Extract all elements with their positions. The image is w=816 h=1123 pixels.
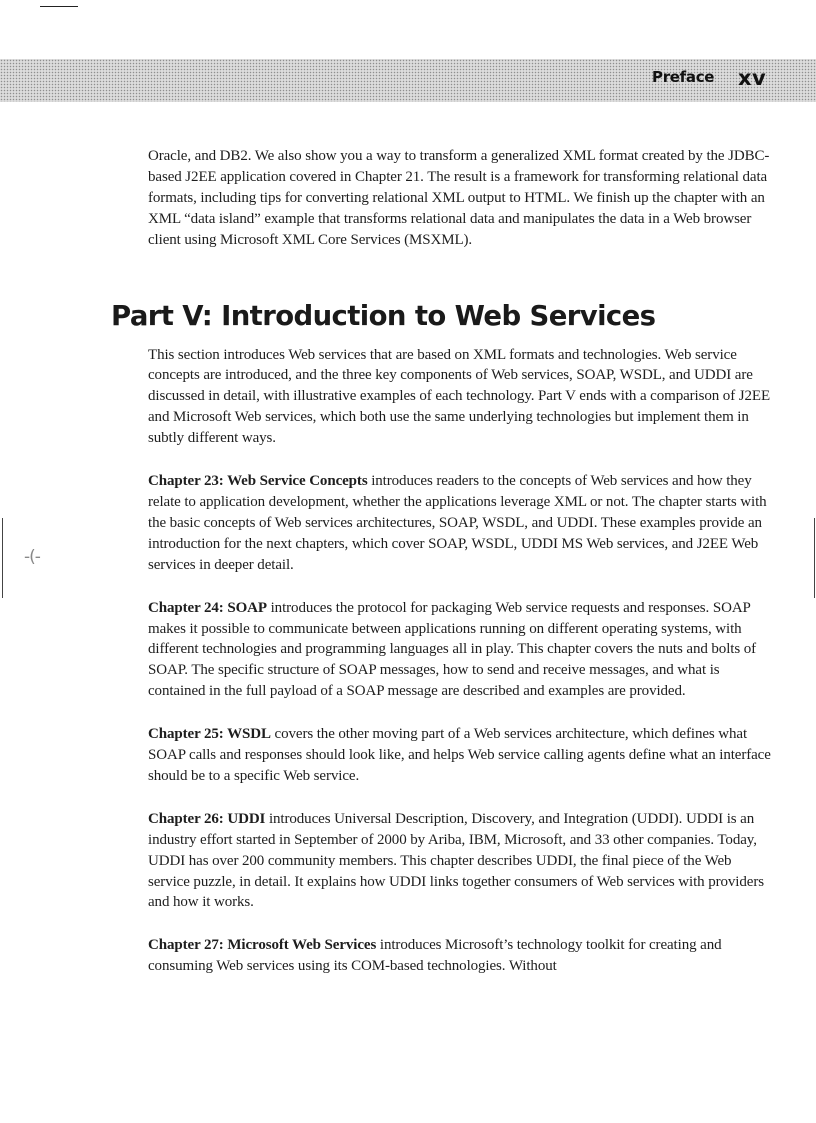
- chapter-description: introduces Microsoft’s technology toolkit for creating and consuming Web services using its COM-based technologies. Without: [148, 937, 722, 975]
- chapter-entry-23: [148, 471, 776, 576]
- chapter-description: introduces readers to the concepts of Web services and how they relate to application development, whether the applications leverage XML or not. The chapter starts with the basic concepts of Web services architectures, SOAP, WSDL, and UDDI. These examples provide an introduction for the next chapters, which cover SOAP, WSDL, UDDI MS Web services, and J2EE Web services in deeper detail.: [148, 473, 767, 573]
- chapter-description: covers the other moving part of a Web services architecture, which defines what SOAP calls and responses should look like, and helps Web service calling agents define what an interface should be to a specific Web service.: [148, 726, 771, 784]
- chapter-description: introduces Universal Description, Discovery, and Integration (UDDI). UDDI is an industry effort started in September of 2000 by Ariba, IBM, Microsoft, and 33 other companies. Today, UDDI has over 200 community members. This chapter describes UDDI, the final piece of the Web service puzzle, in detail. It explains how UDDI links together consumers of Web services with providers and how it works.: [148, 810, 764, 911]
- chapter-title: Chapter 23: Web Service Concepts: [148, 473, 368, 490]
- chapter-entry-26: [148, 809, 776, 914]
- page-number: xv: [738, 66, 767, 90]
- crop-mark: [40, 6, 78, 7]
- chapter-entry-25: [148, 724, 776, 787]
- registration-mark: -(-: [24, 547, 40, 567]
- chapter-title: Chapter 27: Microsoft Web Services: [148, 937, 377, 954]
- chapter-entry-27: [148, 935, 776, 977]
- chapter-description: introduces the protocol for packaging Web service requests and responses. SOAP makes it possible to communicate between applications running on different operating systems, with different technologies and programming languages all in play. This chapter covers the nuts and bolts of SOAP. The specific structure of SOAP messages, how to send and receive messages, and what is contained in the full payload of a SOAP message are described and examples are provided.: [148, 599, 757, 700]
- chapter-title: Chapter 24: SOAP: [148, 599, 267, 616]
- margin-rule-right: [814, 518, 815, 598]
- chapter-title: Chapter 25: WSDL: [148, 726, 271, 743]
- part-summary: This section introduces Web services that are based on XML formats and technologies. Web service concepts are introduced, and the three key components of Web services, SOAP, WSDL, and UDDI are discussed in detail, with illustrative examples of each technology. Part V ends with a comparison of J2EE and Microsoft Web services, which both use the same underlying technologies but implement them in subtly different ways.: [148, 346, 771, 447]
- intro-paragraph: Oracle, and DB2. We also show you a way to transform a generalized XML format created by the JDBC-based J2EE application covered in Chapter 21. The result is a framework for transforming relational data formats, including tips for converting relational XML output to HTML. We finish up the chapter with an XML “data island” example that transforms relational data and manipulates the data in a Web browser client using Microsoft XML Core Services (MSXML).: [148, 148, 770, 248]
- part-heading: Part V: Introduction to Web Services: [111, 299, 656, 332]
- chapter-title: Chapter 26: UDDI: [148, 810, 266, 827]
- chapter-entry-24: [148, 598, 776, 703]
- running-head-section: Preface: [652, 68, 715, 86]
- page-body: [111, 146, 776, 999]
- margin-rule-left: [2, 518, 3, 598]
